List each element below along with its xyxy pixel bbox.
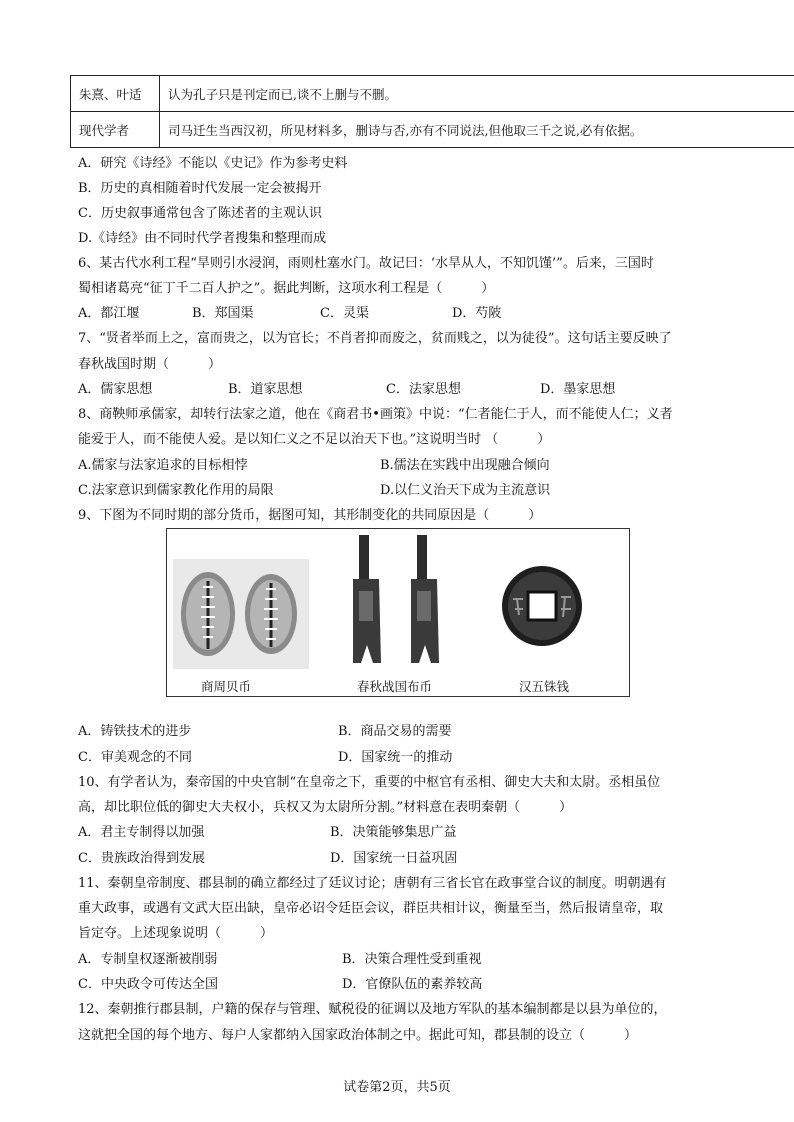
q8-stem-line2: 能爱于人，而不能使人爱。是以知仁义之不足以治天下也。”这说明当时 （ ） xyxy=(78,432,551,447)
q10-option-a: A．君主专制得以加强 xyxy=(78,825,205,840)
caption-shell-coin: 商周贝币 xyxy=(201,679,252,694)
q8-option-b: B.儒法在实践中出现融合倾向 xyxy=(380,458,550,473)
q5-option-d: D.《诗经》由不同时代学者搜集和整理而成 xyxy=(78,231,327,246)
q11-stem-line2: 重大政事，或遇有文武大臣出缺，皇帝必诏令廷臣会议，群臣共相计议，衡量至当，然后报请皇帝，取 xyxy=(78,901,664,916)
q8-option-d: D.以仁义治天下成为主流意识 xyxy=(380,483,551,498)
table-row xyxy=(71,76,794,112)
q6-stem-line1: 6、某古代水利工程“旱则引水浸润，雨则杜塞水门。故记曰：‘水旱从人，不知饥馑’”。后来，三国时 xyxy=(78,256,654,271)
q12-stem-line2: 这就把全国的每个地方、每户人家都纳入国家政治体制之中。据此可知，郡县制的设立（ ） xyxy=(78,1028,638,1043)
currency-figure xyxy=(166,528,630,697)
table-cell-view: 司马迁生当西汉初，所见材料多，删诗与否,亦有不同说法,但他取三千之说,必有依据。 xyxy=(160,112,794,148)
table-cell-who: 朱熹、叶适 xyxy=(71,76,160,112)
q7-option-d: D．墨家思想 xyxy=(540,382,616,397)
table-cell-view: 认为孔子只是刊定而已,谈不上删与不删。 xyxy=(160,76,794,112)
spade-coin-image xyxy=(353,535,445,663)
q9-option-b: B．商品交易的需要 xyxy=(338,724,452,739)
q8-option-a: A.儒家与法家追求的目标相悖 xyxy=(78,458,248,473)
q9-option-d: D．国家统一的推动 xyxy=(338,750,453,765)
q11-option-a: A．专制皇权逐渐被削弱 xyxy=(78,952,218,967)
q5-option-b: B．历史的真相随着时代发展一定会被揭开 xyxy=(78,181,322,196)
q7-option-a: A．儒家思想 xyxy=(78,382,153,397)
q8-option-c: C.法家意识到儒家教化作用的局限 xyxy=(78,483,274,498)
wuzhu-coin-image xyxy=(501,565,583,647)
table-row xyxy=(71,112,794,148)
q9-stem: 9、下图为不同时期的部分货币，据图可知，其形制变化的共同原因是（ ） xyxy=(78,508,542,523)
q10-option-c: C．贵族政治得到发展 xyxy=(78,851,205,866)
q11-option-d: D．官僚队伍的素养较高 xyxy=(342,977,483,992)
table-cell-who: 现代学者 xyxy=(71,112,160,148)
q10-option-b: B．决策能够集思广益 xyxy=(330,825,457,840)
q8-stem-line1: 8、商鞅师承儒家，却转行法家之道，他在《商君书•画策》中说：“仁者能仁于人，而不能使人仁；义者 xyxy=(78,407,673,422)
q10-stem-line2: 高，却比职位低的御史大夫权小，兵权又为太尉所分割。”材料意在表明秦朝（ ） xyxy=(78,800,573,815)
q7-option-c: C．法家思想 xyxy=(386,382,461,397)
q10-option-d: D．国家统一日益巩固 xyxy=(330,851,458,866)
q9-option-a: A．铸铁技术的进步 xyxy=(78,724,192,739)
q11-stem-line3: 旨定夺。上述现象说明（ ） xyxy=(78,926,274,941)
q11-stem-line1: 11、秦朝皇帝制度、郡县制的确立都经过了廷议讨论；唐朝有三省长官在政事堂合议的制度。明朝遇有 xyxy=(78,876,667,891)
q11-option-b: B．决策合理性受到重视 xyxy=(342,952,482,967)
q12-stem-line1: 12、秦朝推行郡县制，户籍的保存与管理、赋税役的征调以及地方军队的基本编制都是以县为单位的， xyxy=(78,1002,667,1017)
shell-coin-image xyxy=(173,559,309,669)
caption-wuzhu-coin: 汉五铢钱 xyxy=(519,679,570,694)
viewpoint-table xyxy=(70,75,794,148)
q6-option-d: D．芍陂 xyxy=(452,306,502,321)
page-footer: 试卷第2页，共5页 xyxy=(343,1080,451,1095)
q6-option-a: A．都江堰 xyxy=(78,306,140,321)
q11-option-c: C．中央政令可传达全国 xyxy=(78,977,218,992)
caption-spade-coin: 春秋战国布币 xyxy=(357,679,433,694)
q7-stem-line2: 春秋战国时期（ ） xyxy=(78,357,222,372)
q7-option-b: B．道家思想 xyxy=(228,382,303,397)
q6-option-c: C．灵渠 xyxy=(320,306,369,321)
q6-stem-line2: 蜀相诸葛亮“征丁千二百人护之”。据此判断，这项水利工程是（ ） xyxy=(78,281,495,296)
q7-stem-line1: 7、“贤者举而上之，富而贵之，以为官长；不肖者抑而废之，贫而贱之，以为徒役”。这句话主要反映了 xyxy=(78,331,672,346)
q5-option-c: C．历史叙事通常包含了陈述者的主观认识 xyxy=(78,206,322,221)
q9-option-c: C．审美观念的不同 xyxy=(78,750,192,765)
q10-stem-line1: 10、有学者认为，秦帝国的中央官制“在皇帝之下，重要的中枢官有丞相、御史大夫和太尉。丞相虽位 xyxy=(78,775,661,790)
q6-option-b: B．郑国渠 xyxy=(192,306,254,321)
q5-option-a: A．研究《诗经》不能以《史记》作为参考史料 xyxy=(78,156,348,171)
